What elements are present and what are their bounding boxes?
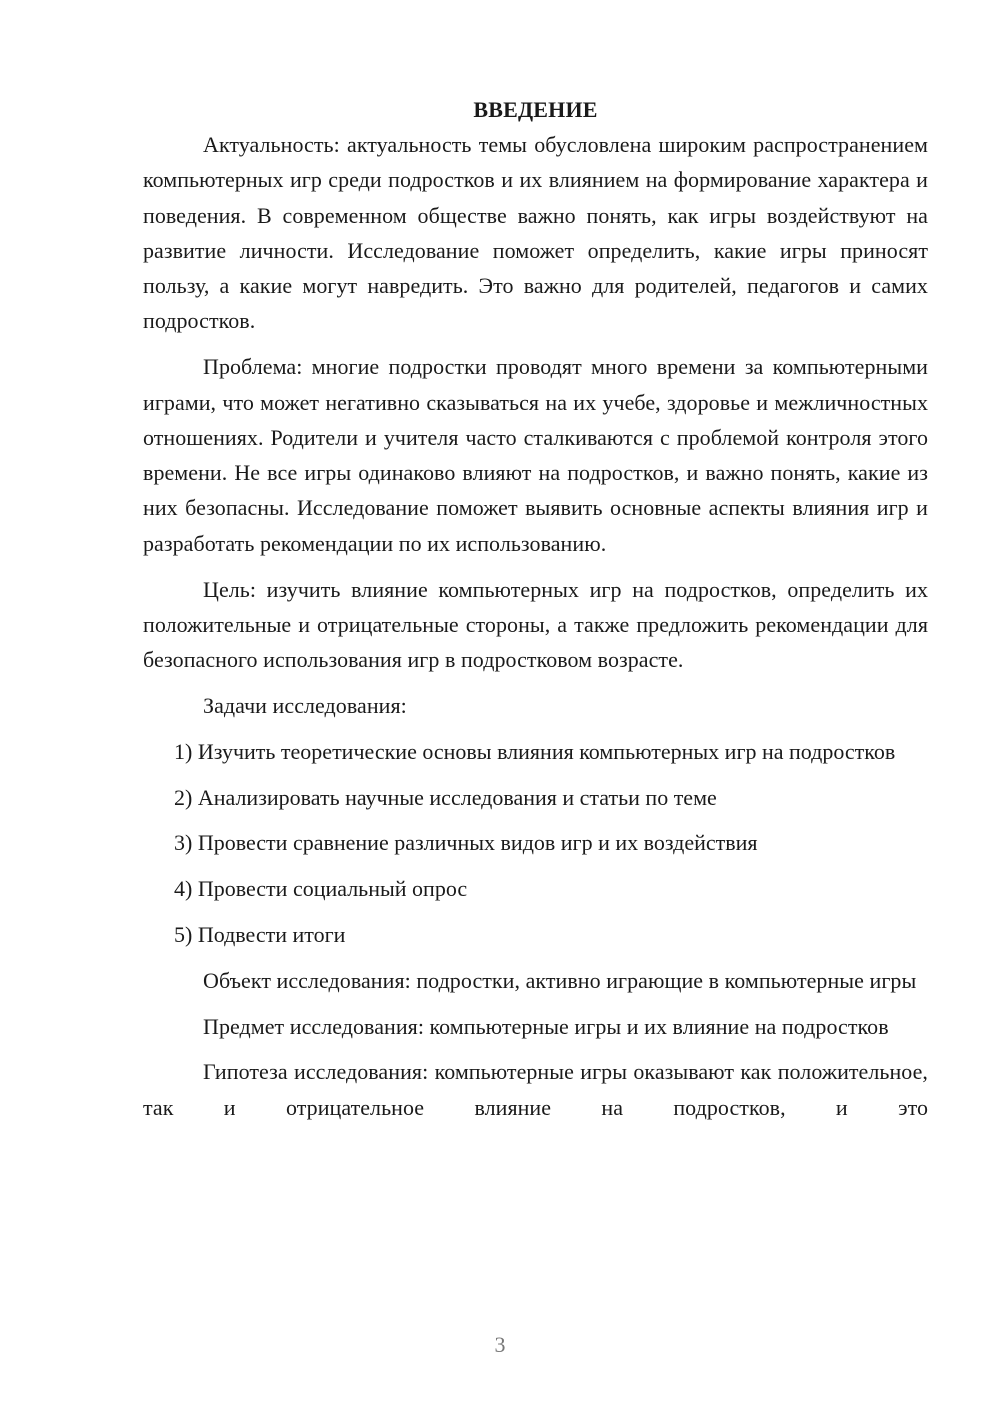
list-item: 5) Подвести итоги [174, 921, 346, 947]
paragraph-goal: Цель: изучить влияние компьютерных игр на подростков, определить их положительные и отрицательные стороны, а также предложить рекомендации для безопасного использования игр в подростковом возрасте. [143, 576, 928, 673]
paragraph-object: Объект исследования: подростки, активно играющие в компьютерные игры [203, 967, 917, 993]
list-item: 2) Анализировать научные исследования и статьи по теме [174, 784, 717, 810]
list-item: 4) Провести социальный опрос [174, 876, 468, 902]
paragraph-problem: Проблема: многие подростки проводят много времени за компьютерными играми, что может негативно сказываться на их учебе, здоровье и межличностных отношениях. Родители и учителя часто сталкиваются с проблемой контроля этого времени. Не все игры одинаково влияют на подростков, и важно понять, какие из них безопасны. Исследование поможет выявить основные аспекты влияния игр и разработать рекомендации по их использованию. [143, 354, 928, 556]
paragraph-subject: Предмет исследования: компьютерные игры и их влияние на подростков [203, 1013, 889, 1039]
page-number: 3 [494, 1332, 506, 1357]
page-title: ВВЕДЕНИЕ [473, 97, 598, 122]
paragraph-hypothesis: Гипотеза исследования: компьютерные игры оказывают как положительное, так и отрицательное влияние на подростков, и это [143, 1059, 928, 1120]
tasks-list [143, 734, 928, 952]
paragraph-relevance: Актуальность: актуальность темы обусловлена широким распространением компьютерных игр среди подростков и их влиянием на формирование характера и поведения. В современном обществе важно понять, как игры воздействуют на развитие личности. Исследование поможет определить, какие игры приносят пользу, а какие могут навредить. Это важно для родителей, педагогов и самих подростков. [143, 132, 928, 334]
list-item: 1) Изучить теоретические основы влияния компьютерных игр на подростков [174, 738, 896, 764]
document-page [143, 92, 928, 1135]
tasks-heading: Задачи исследования: [203, 692, 407, 718]
list-item: 3) Провести сравнение различных видов игр и их воздействия [174, 830, 758, 856]
